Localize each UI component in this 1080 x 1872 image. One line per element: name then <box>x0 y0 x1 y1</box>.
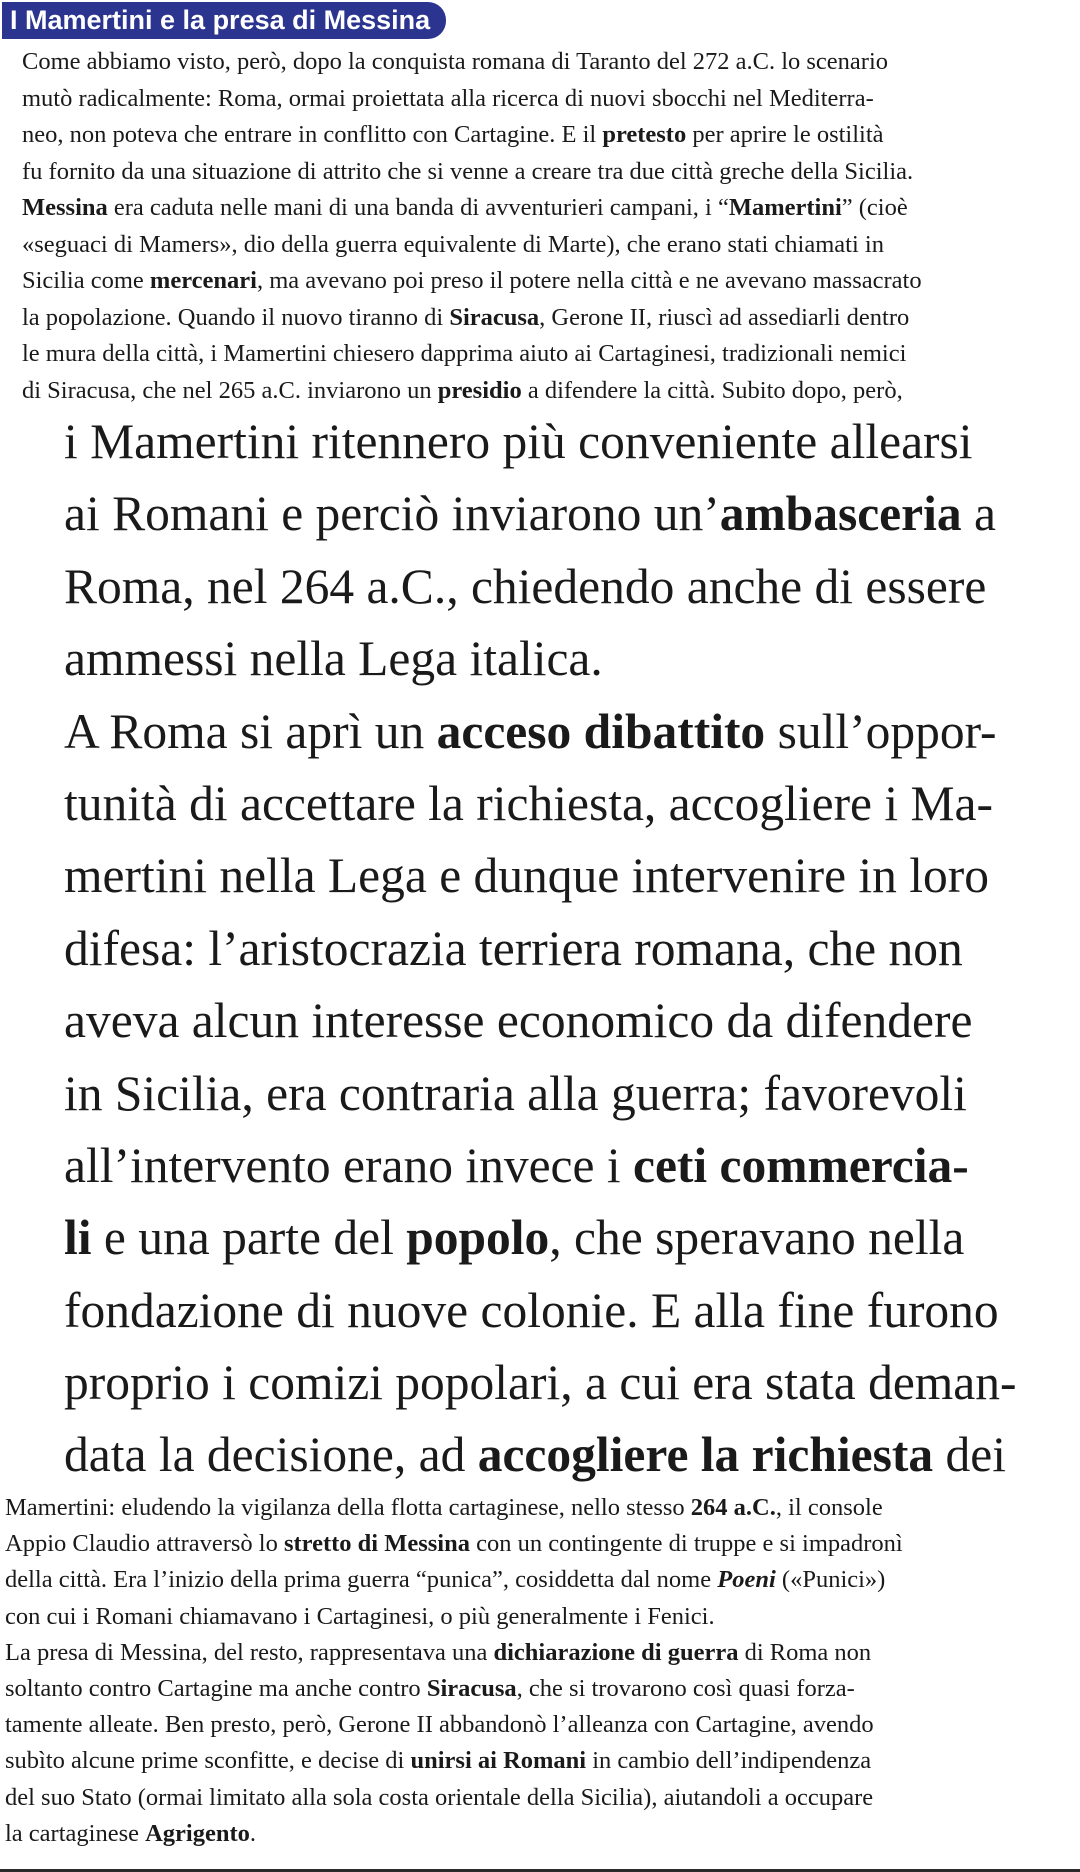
bold-term: popolo <box>406 1210 550 1266</box>
text-line: difesa: l’aristocrazia terriera romana, che non <box>64 920 963 976</box>
text-line: aveva alcun interesse economico da difendere <box>64 993 973 1049</box>
bold-term: 264 a.C. <box>690 1494 776 1521</box>
bold-term: Mamertini <box>728 194 842 221</box>
bold-term: stretto di Messina <box>283 1530 470 1558</box>
text-line: neo, non poteva che entrare in conflitto con Cartagine. E il pretesto per aprire le ostilità <box>22 121 884 148</box>
bold-term: unirsi ai Romani <box>410 1747 587 1775</box>
text-line: ammessi nella Lega italica. <box>64 631 603 687</box>
text-line: all’intervento erano invece i ceti commercia- <box>64 1137 969 1193</box>
bold-term: Poeni <box>717 1566 776 1594</box>
bold-term: acceso dibattito <box>436 703 766 759</box>
closing-paragraphs <box>0 1490 1080 1852</box>
bold-term: pretesto <box>602 121 687 148</box>
text-line: le mura della città, i Mamertini chiesero dapprima aiuto ai Cartaginesi, tradizionali nemici <box>22 340 907 367</box>
text-line: tunità di accettare la richiesta, accogliere i Ma- <box>64 775 993 831</box>
bold-term: Messina <box>22 194 108 221</box>
text-line: fondazione di nuove colonie. E alla fine furono <box>64 1282 999 1338</box>
text-line: la cartaginese Agrigento. <box>5 1819 257 1847</box>
text-line: soltanto contro Cartagine ma anche contro Siracusa, che si trovarono così quasi forza- <box>5 1674 855 1702</box>
bold-term: Agrigento <box>145 1819 250 1847</box>
text-line: con cui i Romani chiamavano i Cartaginesi, o più generalmente i Fenici. <box>5 1602 715 1630</box>
bold-term: ambasceria <box>719 486 962 542</box>
text-line: della città. Era l’inizio della prima guerra “punica”, cosiddetta dal nome Poeni («Punici») <box>5 1566 886 1594</box>
text-line: Appio Claudio attraversò lo stretto di Messina con un contingente di truppe e si impadronì <box>5 1530 903 1558</box>
text-line: La presa di Messina, del resto, rappresentava una dichiarazione di guerra di Roma non <box>5 1638 872 1666</box>
text-line: mertini nella Lega e dunque intervenire in loro <box>64 848 990 904</box>
text-line: «seguaci di Mamers», dio della guerra equivalente di Marte), che erano stati chiamati in <box>22 230 884 258</box>
bold-term: Siracusa <box>426 1674 517 1702</box>
bold-term: accogliere la richiesta <box>477 1427 934 1483</box>
text-line: i Mamertini ritennero più conveniente allearsi <box>64 414 973 469</box>
text-line: di Siracusa, che nel 265 a.C. inviarono un presidio a difendere la città. Subito dopo, però, <box>22 376 903 404</box>
text-line: proprio i comizi popolari, a cui era stata deman- <box>64 1355 1017 1411</box>
text-line: del suo Stato (ormai limitato alla sola costa orientale della Sicilia), aiutandoli a occupare <box>5 1783 874 1811</box>
text-line: Mamertini: eludendo la vigilanza della flotta cartaginese, nello stesso 264 a.C., il console <box>5 1494 883 1521</box>
text-line: Come abbiamo visto, però, dopo la conquista romana di Taranto del 272 a.C. lo scenario <box>22 48 889 75</box>
text-line: ai Romani e perciò inviarono un’ambasceria a <box>64 486 996 542</box>
text-line: tamente alleate. Ben presto, però, Gerone II abbandonò l’alleanza con Cartagine, avendo <box>5 1711 874 1739</box>
bold-term: presidio <box>437 376 522 404</box>
intro-paragraph <box>0 44 1080 409</box>
bold-term: mercenari <box>149 267 257 294</box>
zoomed-paragraph <box>0 406 1080 1492</box>
text-line: data la decisione, ad accogliere la richiesta dei <box>64 1427 1006 1483</box>
text-line: la popolazione. Quando il nuovo tiranno di Siracusa, Gerone II, riuscì ad assediarli dentro <box>22 303 910 331</box>
text-line: in Sicilia, era contraria alla guerra; favorevoli <box>64 1065 967 1121</box>
text-line: mutò radicalmente: Roma, ormai proiettata alla ricerca di nuovi sbocchi nel Mediterra- <box>22 84 874 112</box>
text-line: fu fornito da una situazione di attrito che si venne a creare tra due città greche della Sicilia. <box>22 157 914 185</box>
text-line: Messina era caduta nelle mani di una banda di avventurieri campani, i “Mamertini” (cioè <box>22 194 908 221</box>
bold-term: ceti commercia- <box>632 1137 969 1193</box>
section-heading: I Mamertini e la presa di Messina <box>2 2 446 39</box>
text-line: Sicilia come mercenari, ma avevano poi preso il potere nella città e ne avevano massacrato <box>22 267 922 294</box>
text-line: A Roma si aprì un acceso dibattito sull’oppor- <box>64 703 997 759</box>
bold-term: Siracusa <box>449 303 540 331</box>
text-line: li e una parte del popolo, che speravano nella <box>64 1210 965 1266</box>
text-line: Roma, nel 264 a.C., chiedendo anche di essere <box>64 558 987 614</box>
text-line: subìto alcune prime sconfitte, e decise di unirsi ai Romani in cambio dell’indipendenza <box>5 1747 872 1775</box>
bold-term: li <box>64 1210 92 1266</box>
bold-term: dichiarazione di guerra <box>493 1638 739 1666</box>
